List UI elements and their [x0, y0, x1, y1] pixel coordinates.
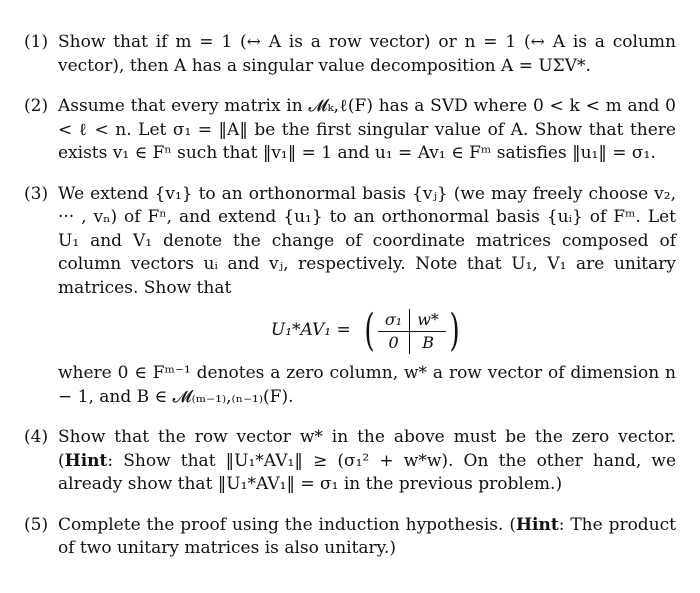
matrix-grid	[378, 309, 446, 354]
right-paren: )	[449, 305, 460, 356]
matrix-cell-12: w*	[409, 309, 446, 331]
problem-text-a: Complete the proof using the induction hypothesis. (	[58, 514, 516, 535]
problem-number: (2)	[24, 96, 49, 116]
problem-4	[24, 426, 676, 497]
problem-1	[24, 31, 676, 78]
problem-2	[24, 95, 676, 166]
matrix-cell-22: B	[409, 331, 446, 354]
problem-number: (4)	[24, 427, 49, 447]
problem-number: (5)	[24, 514, 49, 535]
matrix-cell-21: 0	[378, 331, 409, 354]
hint-label: Hint	[515, 514, 559, 535]
problem-text-b: : Show that ‖U₁*AV₁‖ ≥ (σ₁² + w*w). On the other hand, we already show that ‖U₁*AV₁‖ = σ₁ in the previous problem.)	[58, 450, 676, 494]
left-paren: (	[364, 305, 375, 356]
matrix-equation	[58, 305, 676, 356]
matrix-cell-11: σ₁	[384, 309, 403, 329]
problem-text-continued: where 0 ∈ Fᵐ⁻¹ denotes a zero column, w* a row vector of dimension n − 1, and B ∈ 𝓜₍ₘ₋₁₎,₍ₙ₋₁₎(F).	[58, 363, 676, 407]
problem-text: Assume that every matrix in 𝓜ₖ,ℓ(F) has a SVD where 0 < k < m and 0 < ℓ < n. Let σ₁ = ‖A‖ be the first singular value of A. Show that there exists v₁ ∈ Fⁿ such that ‖v₁‖ = 1 and u₁ = Av₁ ∈ Fᵐ satisfies ‖u₁‖ = σ₁.	[58, 96, 676, 163]
problem-text: Show that if m = 1 (↔ A is a row vector) or n = 1 (↔ A is a column vector), then A has a singular value decomposition A = UΣV*.	[58, 32, 676, 76]
problem-text-a: Show that the row vector w* in the above must be the zero vector. (	[58, 427, 676, 471]
block-matrix	[361, 305, 463, 356]
problem-number: (1)	[24, 32, 49, 52]
problem-text	[58, 426, 676, 497]
problem-5	[24, 514, 676, 561]
equation-lhs: U₁*AV₁ =	[270, 320, 351, 341]
problem-number: (3)	[24, 183, 49, 204]
problem-text-b: : The product of two unitary matrices is also unitary.)	[58, 514, 676, 558]
hint-label: Hint	[64, 450, 108, 471]
problem-text: We extend {v₁} to an orthonormal basis {vⱼ} (we may freely choose v₂, ··· , vₙ) of Fⁿ, and extend {u₁} to an orthonormal basis {uᵢ} of Fᵐ. Let U₁ and V₁ denote the change of coordinate matrices composed of column vectors uᵢ and vⱼ, respectively. Note that U₁, V₁ are unitary matrices. Show that	[58, 183, 676, 298]
problem-text	[58, 514, 676, 561]
problem-3	[24, 183, 676, 410]
